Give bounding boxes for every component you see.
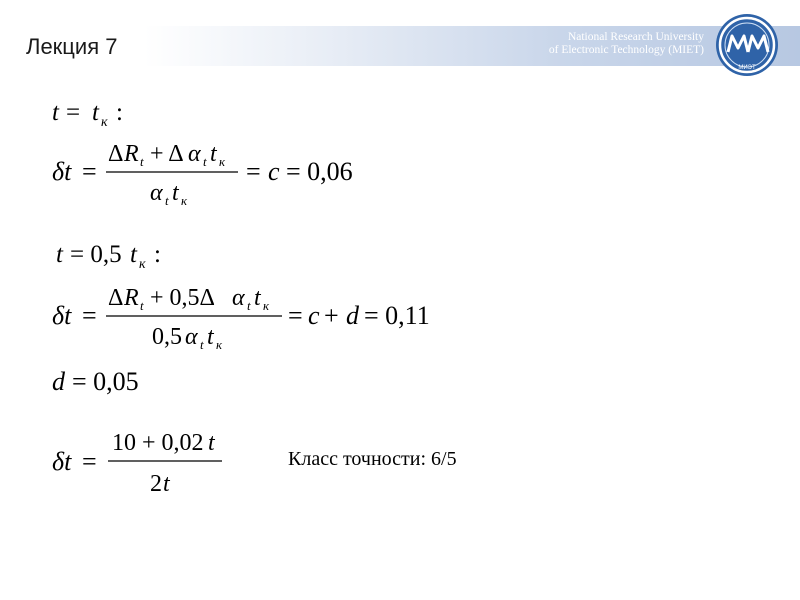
svg-text:=: = [288,301,303,330]
svg-text:к: к [263,298,270,313]
svg-text:c: c [308,301,320,330]
formula-eq6 [52,430,222,497]
formula-eq2 [52,141,353,208]
svg-text:к: к [139,257,146,272]
formula-eq1 [52,99,123,130]
svg-text:α: α [188,141,201,167]
svg-text:t: t [56,241,63,268]
svg-text:t: t [172,180,179,206]
svg-text:t: t [52,99,59,126]
svg-text:d: d [346,301,359,330]
svg-text:2: 2 [150,471,162,497]
svg-text:=: = [66,99,81,126]
svg-text:t: t [254,285,261,311]
logo-text: МИЭТ [738,65,756,71]
svg-text:=: = [82,447,97,476]
svg-text:=: = [82,157,97,186]
svg-text:= 0,05: = 0,05 [72,367,139,396]
svg-text:к: к [219,154,226,169]
svg-text::: : [154,241,161,268]
svg-text:d: d [52,367,65,396]
svg-text:α: α [232,285,245,311]
miet-logo [714,12,780,78]
svg-text:c: c [268,157,280,186]
svg-text:t: t [200,337,204,352]
svg-text:δt: δt [52,157,72,186]
svg-text:t: t [203,154,207,169]
svg-text:Δ: Δ [108,141,124,167]
svg-text:R: R [124,141,139,167]
svg-text:+: + [324,301,339,330]
svg-text:δt: δt [52,447,72,476]
svg-text::: : [116,99,123,126]
formula-eq3 [56,241,161,272]
svg-text:t: t [210,141,217,167]
svg-text:к: к [181,193,188,208]
svg-text:t: t [208,430,215,456]
svg-text:δt: δt [52,301,72,330]
svg-text:α: α [150,180,163,206]
lecture-title: Лекция 7 [26,34,118,59]
university-line-1: National Research University [567,31,704,43]
svg-text:Δ: Δ [108,285,124,311]
svg-text:R: R [124,285,139,311]
accuracy-class: Класс точности: 6/5 [288,448,457,470]
svg-text:+ Δ: + Δ [150,141,184,167]
svg-text:= 0,11: = 0,11 [364,301,430,330]
svg-text:к: к [216,337,223,352]
svg-text:= 0,06: = 0,06 [286,157,353,186]
svg-text:+ 0,5Δ: + 0,5Δ [150,285,215,311]
svg-text:t: t [140,154,144,169]
svg-text:t: t [165,193,169,208]
svg-text:t: t [130,241,137,268]
svg-text:=: = [246,157,261,186]
formula-eq5 [52,367,139,396]
svg-text:t: t [140,298,144,313]
svg-text:α: α [185,324,198,350]
svg-text:t: t [92,99,99,126]
formula-eq4 [52,285,430,352]
university-name [549,31,704,57]
svg-text:t: t [163,471,170,497]
svg-text:=: = [82,301,97,330]
university-line-2: of Electronic Technology (MIET) [548,44,704,56]
svg-text:0,5: 0,5 [152,324,182,350]
svg-text:t: t [207,324,214,350]
svg-text:t: t [247,298,251,313]
svg-text:10 + 0,02: 10 + 0,02 [112,430,204,456]
svg-text:к: к [101,115,108,130]
svg-text:= 0,5: = 0,5 [70,241,122,268]
